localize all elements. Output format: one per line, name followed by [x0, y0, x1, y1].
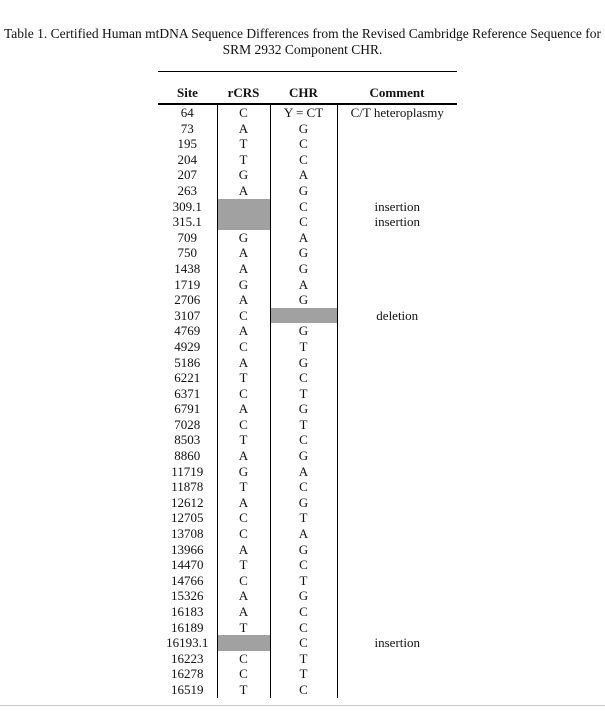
cell-site: 2706 [174, 292, 201, 308]
table-row [158, 104, 457, 121]
cell-rcrs: A [217, 542, 270, 558]
cell-site: 64 [180, 105, 194, 120]
cell-site: 16519 [171, 681, 204, 697]
cell-chr: C [270, 199, 337, 215]
cell-site: 8503 [174, 432, 201, 448]
cell-comment [337, 230, 457, 246]
cell-chr: C [270, 370, 337, 386]
cell-chr: T [270, 651, 337, 667]
cell-comment [337, 386, 457, 402]
table-row [158, 136, 457, 152]
cell-comment [337, 479, 457, 495]
cell-rcrs: T [217, 152, 270, 168]
cell-rcrs: A [217, 588, 270, 604]
cell-chr: G [270, 542, 337, 558]
cell-rcrs: C [217, 666, 270, 682]
cell-comment [337, 573, 457, 589]
cell-site: 12705 [171, 510, 204, 526]
cell-rcrs: A [217, 183, 270, 199]
cell-rcrs: A [217, 245, 270, 261]
cell-site: 315.1 [172, 214, 202, 230]
cell-chr: C [270, 432, 337, 448]
cell-comment [337, 167, 457, 183]
column-header-site: Site [158, 72, 217, 105]
table-row [158, 557, 457, 573]
cell-rcrs: T [217, 370, 270, 386]
cell-rcrs: A [217, 604, 270, 620]
cell-rcrs: A [217, 355, 270, 371]
cell-site: 16278 [171, 666, 204, 682]
cell-rcrs: A [217, 323, 270, 339]
cell-chr: A [270, 277, 337, 293]
table-row [158, 666, 457, 682]
cell-chr: G [270, 495, 337, 511]
table-row [158, 417, 457, 433]
cell-site: 1438 [174, 260, 201, 276]
cell-chr: T [270, 510, 337, 526]
cell-rcrs: A [217, 495, 270, 511]
cell-site: 207 [177, 167, 197, 183]
cell-site: 195 [177, 136, 197, 152]
cell-site: 6221 [174, 370, 201, 386]
cell-site: 16223 [171, 650, 204, 666]
cell-rcrs: T [217, 557, 270, 573]
cell-chr: G [270, 261, 337, 277]
cell-comment [337, 183, 457, 199]
cell-site: 8860 [174, 448, 201, 464]
cell-comment [337, 401, 457, 417]
table-caption-line1: Table 1. Certified Human mtDNA Sequence Differences from the Revised Cambridge Reference Sequence for [3, 26, 602, 41]
cell-site: 16193.1 [166, 635, 209, 651]
cell-chr: G [270, 121, 337, 137]
table-caption [0, 26, 605, 57]
table-row [158, 214, 457, 230]
table-row [158, 308, 457, 324]
cell-comment [337, 604, 457, 620]
cell-comment [337, 261, 457, 277]
cell-comment [337, 464, 457, 480]
cell-rcrs: A [217, 261, 270, 277]
cell-site: 750 [177, 245, 197, 261]
table-row [158, 401, 457, 417]
cell-chr: T [270, 573, 337, 589]
table-row [158, 355, 457, 371]
cell-rcrs: T [217, 682, 270, 698]
table-row [158, 604, 457, 620]
cell-chr: C [270, 604, 337, 620]
cell-comment [337, 666, 457, 682]
table-row [158, 448, 457, 464]
cell-comment [337, 542, 457, 558]
table-header-row [158, 72, 457, 105]
cell-chr: T [270, 339, 337, 355]
table-row [158, 635, 457, 651]
table-row [158, 277, 457, 293]
cell-site: 16183 [171, 604, 204, 619]
table-row [158, 323, 457, 339]
cell-chr: G [270, 323, 337, 339]
cell-chr: Y = CT [270, 104, 337, 121]
table-row [158, 386, 457, 402]
cell-comment [337, 121, 457, 137]
cell-site: 73 [180, 120, 194, 136]
cell-comment [337, 136, 457, 152]
cell-comment [337, 526, 457, 542]
table-row [158, 651, 457, 667]
cell-rcrs: T [217, 620, 270, 636]
cell-site: 4929 [174, 338, 201, 354]
cell-chr: C [270, 136, 337, 152]
cell-comment [337, 620, 457, 636]
cell-site: 14766 [171, 572, 204, 588]
table-row [158, 183, 457, 199]
cell-rcrs: A [217, 121, 270, 137]
cell-site: 12612 [171, 494, 204, 510]
cell-rcrs: T [217, 136, 270, 152]
cell-comment [337, 588, 457, 604]
cell-chr: C [270, 620, 337, 636]
cell-comment [337, 510, 457, 526]
cell-comment [337, 651, 457, 667]
table-row [158, 542, 457, 558]
cell-site: 16189 [171, 619, 204, 635]
cell-rcrs: A [217, 401, 270, 417]
table-row [158, 261, 457, 277]
cell-comment [337, 432, 457, 448]
cell-rcrs: T [217, 432, 270, 448]
cell-site: 14470 [171, 557, 204, 573]
cell-chr: G [270, 183, 337, 199]
cell-comment: deletion [337, 308, 457, 324]
cell-site: 709 [177, 229, 197, 245]
cell-site: 13966 [171, 541, 204, 557]
cell-comment: insertion [337, 214, 457, 230]
table-row [158, 152, 457, 168]
cell-rcrs: G [217, 277, 270, 293]
table-row [158, 464, 457, 480]
cell-rcrs: G [217, 464, 270, 480]
table-row [158, 167, 457, 183]
cell-comment [337, 292, 457, 308]
cell-chr: A [270, 230, 337, 246]
cell-rcrs: A [217, 448, 270, 464]
cell-comment: insertion [337, 199, 457, 215]
column-header-comment: Comment [337, 72, 457, 105]
cell-chr: A [270, 526, 337, 542]
cell-rcrs: A [217, 292, 270, 308]
table-row [158, 479, 457, 495]
cell-site: 204 [177, 151, 197, 167]
table-row [158, 230, 457, 246]
table-row [158, 495, 457, 511]
cell-rcrs: C [217, 417, 270, 433]
cell-rcrs: G [217, 167, 270, 183]
table-row [158, 510, 457, 526]
cell-comment [337, 448, 457, 464]
cell-site: 5186 [174, 354, 201, 370]
cell-rcrs: C [217, 573, 270, 589]
cell-rcrs: C [217, 308, 270, 324]
cell-chr: T [270, 417, 337, 433]
cell-site: 263 [177, 182, 197, 198]
table-row [158, 245, 457, 261]
cell-rcrs: C [217, 651, 270, 667]
cell-site: 4769 [174, 323, 201, 339]
table-row [158, 370, 457, 386]
cell-chr: G [270, 588, 337, 604]
cell-comment [337, 339, 457, 355]
cell-chr: G [270, 245, 337, 261]
cell-comment [337, 557, 457, 573]
cell-site: 7028 [174, 416, 201, 432]
cell-site: 13708 [171, 526, 204, 542]
cell-site: 6791 [174, 401, 201, 417]
cell-chr: C [270, 152, 337, 168]
table-row [158, 432, 457, 448]
mtdna-differences-table [158, 71, 457, 698]
cell-chr: G [270, 355, 337, 371]
cell-chr: C [270, 635, 337, 651]
cell-site: 6371 [174, 385, 201, 401]
cell-comment [337, 682, 457, 698]
cell-comment [337, 152, 457, 168]
cell-chr: C [270, 479, 337, 495]
cell-comment [337, 245, 457, 261]
table-body [158, 104, 457, 698]
cell-comment [337, 370, 457, 386]
table-row [158, 292, 457, 308]
column-header-chr: CHR [270, 72, 337, 105]
cell-chr: T [270, 386, 337, 402]
cell-comment [337, 277, 457, 293]
cell-chr: A [270, 464, 337, 480]
table-row [158, 199, 457, 215]
cell-chr: C [270, 214, 337, 230]
cell-site: 11719 [171, 463, 204, 479]
cell-site: 11878 [171, 479, 204, 495]
cell-rcrs: T [217, 479, 270, 495]
column-header-rcrs: rCRS [217, 72, 270, 105]
cell-site: 15326 [171, 588, 204, 604]
cell-chr [270, 308, 337, 324]
cell-chr: C [270, 557, 337, 573]
table-row [158, 339, 457, 355]
cell-chr: A [270, 167, 337, 183]
cell-rcrs [217, 199, 270, 215]
cell-comment: C/T heteroplasmy [337, 104, 457, 121]
cell-rcrs [217, 214, 270, 230]
table-row [158, 526, 457, 542]
cell-rcrs: C [217, 386, 270, 402]
cell-site: 3107 [174, 307, 201, 323]
cell-site: 1719 [174, 276, 201, 292]
cell-comment [337, 355, 457, 371]
cell-rcrs: C [217, 104, 270, 121]
cell-chr: G [270, 401, 337, 417]
cell-comment [337, 417, 457, 433]
cell-chr: G [270, 448, 337, 464]
cell-comment [337, 323, 457, 339]
cell-site: 309.1 [172, 198, 202, 214]
table-row [158, 588, 457, 604]
cell-chr: G [270, 292, 337, 308]
table-row [158, 121, 457, 137]
cell-comment: insertion [337, 635, 457, 651]
table-row [158, 573, 457, 589]
cell-rcrs: C [217, 339, 270, 355]
table-row [158, 620, 457, 636]
cell-chr: C [270, 682, 337, 698]
page-edge-divider [0, 705, 605, 706]
cell-rcrs: G [217, 230, 270, 246]
table-row [158, 682, 457, 698]
cell-rcrs: C [217, 510, 270, 526]
cell-rcrs [217, 635, 270, 651]
cell-rcrs: C [217, 526, 270, 542]
cell-comment [337, 495, 457, 511]
table-caption-line2: SRM 2932 Component CHR. [222, 41, 383, 57]
cell-chr: T [270, 666, 337, 682]
